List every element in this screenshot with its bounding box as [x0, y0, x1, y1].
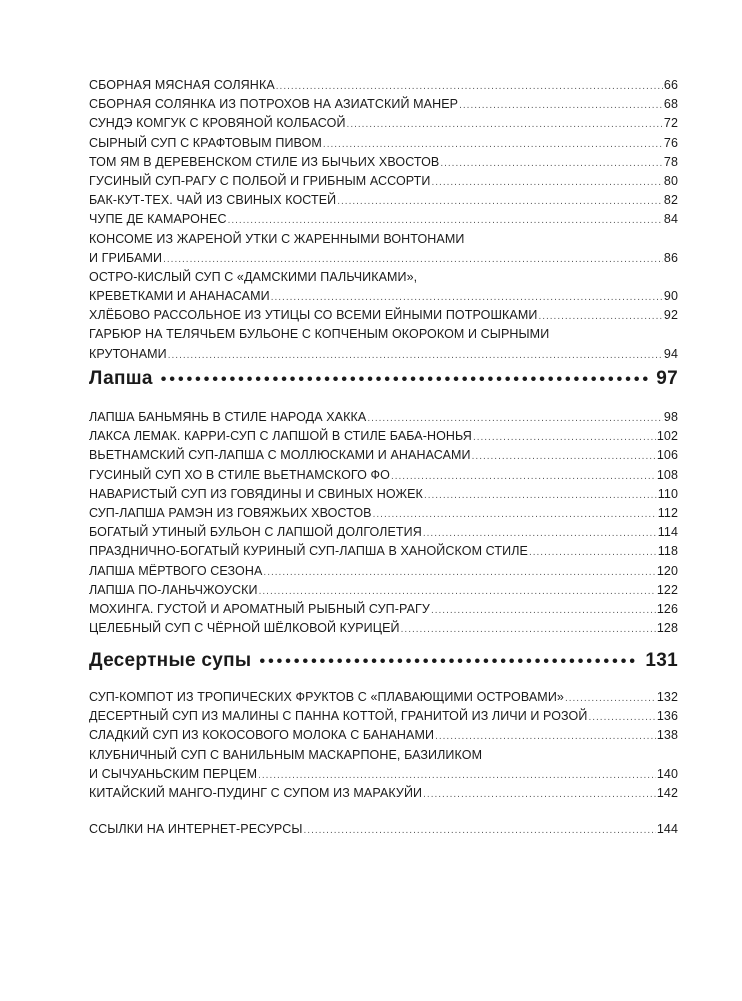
toc-entry-page: 126 [656, 601, 678, 616]
toc-entry-line [89, 134, 678, 153]
toc-entry-line [89, 114, 678, 133]
toc-entry-line [89, 581, 678, 600]
leader-dots [367, 409, 663, 428]
leader-dots [276, 77, 663, 96]
toc-entry-page: 128 [656, 621, 678, 636]
toc-entry-title: СУП-ЛАПША РАМЭН ИЗ ГОВЯЖЬИХ ХВОСТОВ [89, 505, 372, 520]
section-heading-page: 131 [645, 650, 678, 671]
leader-dots [228, 211, 663, 230]
toc-entry-title: ЛАПША ПО-ЛАНЬЧЖОУСКИ [89, 582, 258, 597]
toc-entry-line [89, 230, 678, 249]
toc-entry-page: 92 [663, 308, 678, 323]
leader-dots [440, 154, 663, 173]
toc-entry-page: 142 [656, 785, 678, 800]
toc-entry-title: ГУСИНЫЙ СУП-РАГУ С ПОЛБОЙ И ГРИБНЫМ АССОРТИ [89, 173, 431, 188]
toc-entry-title: ХЛЁБОВО РАССОЛЬНОЕ ИЗ УТИЦЫ СО ВСЕМИ ЕЙНЫМИ ПОТРОШКАМИ [89, 308, 538, 323]
toc-entry-page: 114 [657, 525, 678, 540]
toc-entry-line [89, 562, 678, 581]
toc-entry-title: ЧУПЕ ДЕ КАМАРОНЕС [89, 212, 227, 227]
toc-entry-line [89, 746, 678, 765]
toc-section-dessert-soups [89, 688, 678, 803]
toc-entry-title: МОХИНГА. ГУСТОЙ И АРОМАТНЫЙ РЫБНЫЙ СУП-РАГУ [89, 601, 430, 616]
toc-entry-page: 102 [656, 429, 678, 444]
toc-entry-title: ПРАЗДНИЧНО-БОГАТЫЙ КУРИНЫЙ СУП-ЛАПША В ХАНОЙСКОМ СТИЛЕ [89, 544, 528, 559]
toc-entry [89, 746, 678, 784]
toc-entry-title: ЛАПША МЁРТВОГО СЕЗОНА [89, 563, 263, 578]
leader-dots [538, 307, 662, 326]
toc-entry-page: 80 [663, 173, 678, 188]
leader-dots [304, 821, 656, 840]
toc-entry-title: СУНДЭ КОМГУК С КРОВЯНОЙ КОЛБАСОЙ [89, 116, 346, 131]
leader-dots [263, 563, 655, 582]
toc-entry [89, 427, 678, 446]
leader-dots [271, 288, 663, 307]
toc-entry [89, 707, 678, 726]
leader-dots [432, 173, 663, 192]
toc-entry-line [89, 820, 678, 839]
toc-entry-title: ДЕСЕРТНЫЙ СУП ИЗ МАЛИНЫ С ПАННА КОТТОЙ, ГРАНИТОЙ ИЗ ЛИЧИ И РОЗОЙ [89, 709, 588, 724]
toc-entry [89, 523, 678, 542]
toc-entry [89, 820, 678, 839]
leader-dots [588, 708, 655, 727]
toc-entry-line [89, 688, 678, 707]
toc-entry-page: 112 [657, 505, 678, 520]
toc-entry-line [89, 172, 678, 191]
toc-entry [89, 542, 678, 561]
toc-entry-page: 98 [663, 410, 678, 424]
toc-entry-page: 122 [656, 582, 678, 597]
toc-entry-page: 120 [656, 563, 678, 578]
leader-dots [435, 727, 656, 746]
toc-entry [89, 325, 678, 363]
toc-entry-title: СЛАДКИЙ СУП ИЗ КОКОСОВОГО МОЛОКА С БАНАНАМИ [89, 728, 435, 743]
toc-entry-page: 138 [656, 728, 678, 743]
toc-entry-title: СБОРНАЯ МЯСНАЯ СОЛЯНКА [89, 78, 275, 92]
toc-entry-title: И СЫЧУАНЬСКИМ ПЕРЦЕМ [89, 766, 258, 781]
toc-entry [89, 485, 678, 504]
toc-entry-page: 140 [656, 766, 678, 781]
leader-dots [323, 135, 663, 154]
toc-entry-line [89, 504, 678, 523]
toc-entry-line [89, 726, 678, 745]
toc-section-soups [89, 76, 678, 364]
toc-entry-title: КЛУБНИЧНЫЙ СУП С ВАНИЛЬНЫМ МАСКАРПОНЕ, БАЗИЛИКОМ [89, 747, 483, 762]
toc-entry [89, 134, 678, 153]
toc-entry [89, 446, 678, 465]
leader-dots [259, 582, 656, 601]
leader-dots [391, 467, 656, 486]
toc-entry-title: СЫРНЫЙ СУП С КРАФТОВЫМ ПИВОМ [89, 135, 322, 150]
leader-dots [473, 428, 656, 447]
toc-entry-title: СУП-КОМПОТ ИЗ ТРОПИЧЕСКИХ ФРУКТОВ С «ПЛАВАЮЩИМИ ОСТРОВАМИ» [89, 690, 564, 704]
section-heading-noodles [89, 368, 678, 390]
toc-entry-title: КРУТОНАМИ [89, 346, 167, 361]
toc-entry [89, 600, 678, 619]
toc-entry-line [89, 427, 678, 446]
toc-entry-line [89, 95, 678, 114]
toc-entry [89, 619, 678, 638]
toc-section-links [89, 820, 678, 839]
leader-dots [258, 766, 656, 785]
toc-entry [89, 581, 678, 600]
toc-entry-page: 110 [657, 486, 678, 501]
toc-entry-title: И ГРИБАМИ [89, 250, 163, 265]
toc-entry [89, 688, 678, 707]
toc-entry-page: 68 [663, 97, 678, 112]
toc-entry-title: ВЬЕТНАМСКИЙ СУП-ЛАПША С МОЛЛЮСКАМИ И АНАНАСАМИ [89, 448, 471, 463]
leader-dots [168, 346, 663, 365]
toc-entry-line [89, 485, 678, 504]
toc-entry-title: БОГАТЫЙ УТИНЫЙ БУЛЬОН С ЛАПШОЙ ДОЛГОЛЕТИЯ [89, 525, 422, 540]
toc-entry-line [89, 466, 678, 485]
toc-entry [89, 114, 678, 133]
toc-entry-title: ЛАКСА ЛЕМАК. КАРРИ-СУП С ЛАПШОЙ В СТИЛЕ БАБА-НОНЬЯ [89, 429, 472, 444]
toc-entry-line [89, 287, 678, 306]
toc-entry [89, 153, 678, 172]
toc-entry-title: ГУСИНЫЙ СУП ХО В СТИЛЕ ВЬЕТНАМСКОГО ФО [89, 467, 390, 482]
toc-entry-title: КОНСОМЕ ИЗ ЖАРЕНОЙ УТКИ С ЖАРЕННЫМИ ВОНТОНАМИ [89, 231, 465, 246]
leader-dots [459, 96, 663, 115]
toc-entry-page: 108 [656, 467, 678, 482]
toc-entry-line [89, 249, 678, 268]
toc-entry-line [89, 619, 678, 638]
leader-dots [424, 486, 657, 505]
toc-entry [89, 210, 678, 229]
toc-entry [89, 562, 678, 581]
toc-entry-page: 86 [663, 250, 678, 265]
toc-entry [89, 466, 678, 485]
toc-entry-line [89, 76, 678, 95]
toc-section-noodles [89, 408, 678, 638]
toc-entry-page: 90 [663, 289, 678, 304]
section-heading-title: Десертные супы [89, 650, 252, 671]
toc-entry [89, 408, 678, 427]
toc-entry-title: КИТАЙСКИЙ МАНГО-ПУДИНГ С СУПОМ ИЗ МАРАКУЙИ [89, 785, 423, 800]
leader-dots [337, 192, 663, 211]
toc-entry-line [89, 707, 678, 726]
toc-entry [89, 504, 678, 523]
toc-entry-page: 94 [663, 346, 678, 361]
leader-dots [347, 115, 663, 134]
toc-entry-line [89, 306, 678, 325]
section-heading-page: 97 [656, 368, 678, 389]
toc-entry [89, 76, 678, 95]
leader-dots [565, 689, 656, 708]
toc-entry-line [89, 600, 678, 619]
toc-entry [89, 95, 678, 114]
toc-entry-line [89, 268, 678, 287]
toc-entry-page: 72 [663, 116, 678, 131]
toc-entry [89, 172, 678, 191]
toc-entry-page: 136 [656, 709, 678, 724]
toc-entry-title: ГАРБЮР НА ТЕЛЯЧЬЕМ БУЛЬОНЕ С КОПЧЕНЫМ ОКОРОКОМ И СЫРНЫМИ [89, 327, 550, 342]
leader-dots [423, 524, 657, 543]
toc-entry-page: 144 [656, 822, 678, 836]
toc-entry-line [89, 446, 678, 465]
toc-entry-title: НАВАРИСТЫЙ СУП ИЗ ГОВЯДИНЫ И СВИНЫХ НОЖЕК [89, 486, 423, 501]
leader-dots [423, 785, 656, 804]
toc-entry-page: 78 [663, 154, 678, 169]
toc-entry-page: 106 [656, 448, 678, 463]
leader-dots [259, 653, 637, 671]
toc-entry-title: ЦЕЛЕБНЫЙ СУП С ЧЁРНОЙ ШЁЛКОВОЙ КУРИЦЕЙ [89, 621, 400, 636]
toc-entry-title: ЛАПША БАНЬМЯНЬ В СТИЛЕ НАРОДА ХАККА [89, 410, 367, 424]
toc-entry [89, 306, 678, 325]
toc-entry-title: СБОРНАЯ СОЛЯНКА ИЗ ПОТРОХОВ НА АЗИАТСКИЙ МАНЕР [89, 97, 459, 112]
toc-entry-line [89, 345, 678, 364]
toc-entry-line [89, 325, 678, 344]
toc-entry-title: ТОМ ЯМ В ДЕРЕВЕНСКОМ СТИЛЕ ИЗ БЫЧЬИХ ХВОСТОВ [89, 154, 440, 169]
toc-entry [89, 191, 678, 210]
toc-entry-line [89, 408, 678, 427]
toc-entry-line [89, 153, 678, 172]
toc-entry-page: 84 [663, 212, 678, 227]
section-heading-dessert-soups [89, 650, 678, 672]
toc-entry-line [89, 542, 678, 561]
leader-dots [401, 620, 656, 639]
toc-entry-page: 132 [656, 690, 678, 704]
toc-entry [89, 784, 678, 803]
leader-dots [161, 371, 649, 389]
leader-dots [529, 543, 657, 562]
toc-entry [89, 230, 678, 268]
toc-entry-line [89, 523, 678, 542]
toc-entry-line [89, 191, 678, 210]
toc-entry-page: 118 [657, 544, 678, 559]
toc-entry [89, 268, 678, 306]
toc-entry-title: ССЫЛКИ НА ИНТЕРНЕТ-РЕСУРСЫ [89, 822, 303, 836]
toc-entry-line [89, 784, 678, 803]
leader-dots [431, 601, 656, 620]
toc-entry-line [89, 765, 678, 784]
toc-entry-page: 82 [663, 193, 678, 208]
leader-dots [373, 505, 657, 524]
section-heading-title: Лапша [89, 368, 153, 389]
toc-entry-title: КРЕВЕТКАМИ И АНАНАСАМИ [89, 289, 270, 304]
leader-dots [163, 250, 663, 269]
toc-entry-title: ОСТРО-КИСЛЫЙ СУП С «ДАМСКИМИ ПАЛЬЧИКАМИ», [89, 269, 418, 284]
toc-entry-page: 66 [663, 78, 678, 92]
toc-entry [89, 726, 678, 745]
toc-entry-page: 76 [663, 135, 678, 150]
toc-entry-line [89, 210, 678, 229]
leader-dots [472, 447, 656, 466]
toc-entry-title: БАК-КУТ-ТЕХ. ЧАЙ ИЗ СВИНЫХ КОСТЕЙ [89, 193, 337, 208]
